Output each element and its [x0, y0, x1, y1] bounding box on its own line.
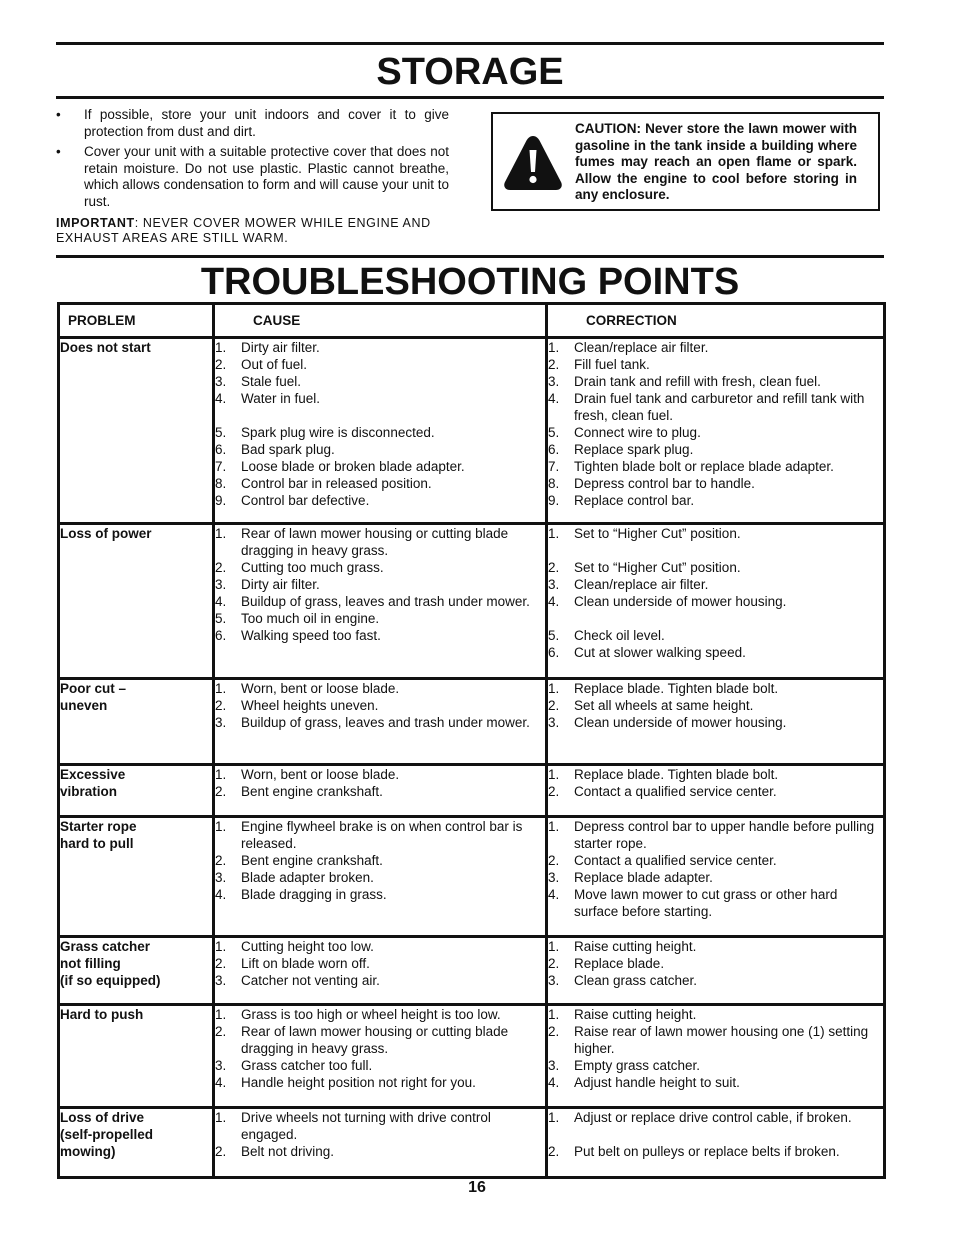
bullet-symbol: •	[56, 144, 61, 159]
correction-item	[548, 818, 883, 852]
correction-item-text: Empty grass catcher.	[574, 1058, 701, 1073]
correction-item-number: 4.	[548, 887, 560, 902]
cause-item	[215, 525, 545, 559]
cause-item-number: 3.	[215, 1058, 227, 1073]
cause-item	[215, 766, 545, 783]
correction-item-text: Clean underside of mower housing.	[574, 715, 787, 730]
cause-item	[215, 593, 545, 610]
cause-item	[215, 680, 545, 697]
header-cause	[214, 304, 547, 338]
top-rule	[56, 42, 884, 45]
cause-item-number: 4.	[215, 391, 227, 406]
correction-item-text: Cut at slower walking speed.	[574, 645, 746, 660]
important-note	[56, 216, 456, 245]
cause-item-text: Catcher not venting air.	[241, 973, 380, 988]
cause-cell	[214, 765, 547, 817]
correction-item-text: Drain fuel tank and carburetor and refill tank with fresh, clean fuel.	[574, 391, 865, 423]
cause-item-text: Blade adapter broken.	[241, 870, 374, 885]
cause-item-number: 3.	[215, 577, 227, 592]
cause-item-number: 2.	[215, 357, 227, 372]
problem-line: vibration	[60, 784, 118, 799]
correction-item-number: 8.	[548, 476, 560, 491]
cause-item-number: 3.	[215, 973, 227, 988]
storage-bullet	[56, 107, 449, 140]
correction-item-number: 1.	[548, 340, 560, 355]
correction-item-number: 4.	[548, 391, 560, 406]
cause-item-text: Worn, bent or loose blade.	[241, 767, 400, 782]
table-row	[59, 765, 885, 817]
troubleshooting-title: TROUBLESHOOTING POINTS	[200, 261, 740, 303]
problem-line: Starter rope	[60, 819, 137, 834]
cause-item-text: Handle height position not right for you.	[241, 1075, 476, 1090]
correction-item	[548, 1006, 883, 1023]
correction-cell	[547, 679, 885, 765]
correction-item-number: 1.	[548, 767, 560, 782]
cause-item-number: 9.	[215, 493, 227, 508]
correction-item-text: Raise cutting height.	[574, 1007, 697, 1022]
correction-item-number: 2.	[548, 853, 560, 868]
correction-item	[548, 783, 883, 800]
bullet-text: Cover your unit with a suitable protective cover that does not retain moisture. Do not use plastic. Plastic cannot breathe, which allows condensation to form and will cause your unit to rust.	[84, 144, 449, 209]
troubleshooting-table	[57, 302, 886, 1179]
problem-line: hard to pull	[60, 836, 134, 851]
correction-item-text: Set to “Higher Cut” position.	[574, 526, 741, 541]
cause-item-number: 8.	[215, 476, 227, 491]
correction-item-number: 3.	[548, 577, 560, 592]
cause-item-text: Cutting too much grass.	[241, 560, 384, 575]
cause-item-number: 4.	[215, 594, 227, 609]
table-row	[59, 524, 885, 679]
correction-item	[548, 339, 883, 356]
problem-cell	[59, 765, 214, 817]
correction-item-number: 3.	[548, 374, 560, 389]
correction-item	[548, 1074, 883, 1091]
correction-item	[548, 492, 883, 509]
correction-item-text: Replace blade. Tighten blade bolt.	[574, 681, 779, 696]
table-header-row	[59, 304, 885, 338]
storage-bullet-list	[56, 107, 449, 214]
header-problem-label: PROBLEM	[68, 313, 136, 328]
correction-item-text: Check oil level.	[574, 628, 665, 643]
cause-item-number: 2.	[215, 853, 227, 868]
correction-item	[548, 766, 883, 783]
cause-item	[215, 938, 545, 955]
correction-cell	[547, 524, 885, 679]
cause-cell	[214, 1005, 547, 1108]
cause-item-number: 1.	[215, 681, 227, 696]
correction-item	[548, 714, 883, 731]
problem-line: Excessive	[60, 767, 126, 782]
table-row	[59, 679, 885, 765]
correction-item-text: Clean grass catcher.	[574, 973, 698, 988]
cause-item-text: Dirty air filter.	[241, 340, 320, 355]
correction-cell	[547, 338, 885, 524]
correction-item-number: 3.	[548, 715, 560, 730]
cause-item	[215, 475, 545, 492]
header-correction-label: CORRECTION	[586, 313, 677, 328]
cause-item	[215, 1143, 545, 1160]
correction-item-number: 3.	[548, 973, 560, 988]
correction-item	[548, 576, 883, 593]
correction-item-number: 2.	[548, 698, 560, 713]
cause-item-number: 1.	[215, 819, 227, 834]
storage-bullet	[56, 144, 449, 210]
problem-line: not filling	[60, 956, 121, 971]
cause-item-number: 2.	[215, 956, 227, 971]
correction-item	[548, 373, 883, 390]
cause-item-number: 1.	[215, 1007, 227, 1022]
cause-item-text: Buildup of grass, leaves and trash under mower.	[241, 715, 530, 730]
correction-item-number: 6.	[548, 645, 560, 660]
cause-item	[215, 356, 545, 373]
table-row	[59, 817, 885, 937]
problem-line: Does not start	[60, 340, 151, 355]
cause-item-number: 2.	[215, 698, 227, 713]
correction-item-text: Drain tank and refill with fresh, clean fuel.	[574, 374, 821, 389]
cause-cell	[214, 817, 547, 937]
correction-item-text: Replace control bar.	[574, 493, 695, 508]
cause-item	[215, 576, 545, 593]
correction-item	[548, 424, 883, 441]
cause-item	[215, 714, 545, 731]
correction-item-number: 3.	[548, 870, 560, 885]
storage-title: STORAGE	[376, 51, 564, 93]
problem-line: Loss of drive	[60, 1110, 145, 1125]
problem-cell	[59, 1005, 214, 1108]
correction-item-number: 1.	[548, 1110, 560, 1125]
cause-item-text: Grass is too high or wheel height is too low.	[241, 1007, 501, 1022]
correction-item	[548, 697, 883, 714]
header-cause-label: CAUSE	[253, 313, 301, 328]
correction-item-number: 1.	[548, 819, 560, 834]
correction-item-text: Raise cutting height.	[574, 939, 697, 954]
important-text: : NEVER COVER MOWER WHILE ENGINE AND EXHAUST AREAS ARE STILL WARM.	[56, 216, 431, 245]
cause-item-number: 4.	[215, 887, 227, 902]
cause-cell	[214, 524, 547, 679]
cause-item	[215, 610, 545, 627]
cause-cell	[214, 679, 547, 765]
cause-item-text: Cutting height too low.	[241, 939, 374, 954]
correction-item-text: Set to “Higher Cut” position.	[574, 560, 741, 575]
page-number: 16	[468, 1179, 486, 1196]
problem-line: Hard to push	[60, 1007, 144, 1022]
correction-item-text: Set all wheels at same height.	[574, 698, 754, 713]
cause-item-number: 1.	[215, 340, 227, 355]
correction-item-number: 1.	[548, 1007, 560, 1022]
correction-item	[548, 972, 883, 989]
cause-item-text: Drive wheels not turning with drive control engaged.	[241, 1110, 491, 1142]
storage-title-rule	[56, 96, 884, 99]
correction-item-number: 9.	[548, 493, 560, 508]
cause-item-number: 1.	[215, 939, 227, 954]
correction-item-text: Replace blade. Tighten blade bolt.	[574, 767, 779, 782]
cause-item-text: Buildup of grass, leaves and trash under mower.	[241, 594, 530, 609]
cause-item-text: Bent engine crankshaft.	[241, 784, 383, 799]
correction-item	[548, 525, 883, 542]
correction-item-text: Replace blade adapter.	[574, 870, 713, 885]
correction-item	[548, 644, 883, 661]
header-problem	[59, 304, 214, 338]
cause-item-text: Walking speed too fast.	[241, 628, 381, 643]
correction-item	[548, 475, 883, 492]
cause-item	[215, 424, 545, 441]
correction-item-text: Move lawn mower to cut grass or other hard surface before starting.	[574, 887, 838, 919]
cause-item-text: Dirty air filter.	[241, 577, 320, 592]
cause-item-number: 7.	[215, 459, 227, 474]
table-body	[59, 338, 885, 1178]
correction-item-number: 1.	[548, 681, 560, 696]
correction-item	[548, 1109, 883, 1126]
cause-item	[215, 1109, 545, 1143]
cause-item-text: Control bar in released position.	[241, 476, 432, 491]
problem-line: (if so equipped)	[60, 973, 161, 988]
cause-item-number: 3.	[215, 374, 227, 389]
cause-item	[215, 818, 545, 852]
correction-cell	[547, 937, 885, 1005]
cause-cell	[214, 937, 547, 1005]
cause-item	[215, 1006, 545, 1023]
problem-line: Loss of power	[60, 526, 152, 541]
cause-item	[215, 852, 545, 869]
cause-item-number: 6.	[215, 442, 227, 457]
table-row	[59, 937, 885, 1005]
correction-item	[548, 955, 883, 972]
correction-item	[548, 680, 883, 697]
correction-item-number: 2.	[548, 784, 560, 799]
table-row	[59, 338, 885, 524]
cause-item-text: Water in fuel.	[241, 391, 321, 406]
cause-item-number: 2.	[215, 1144, 227, 1159]
problem-cell	[59, 937, 214, 1005]
cause-item-number: 4.	[215, 1075, 227, 1090]
correction-item-number: 3.	[548, 1058, 560, 1073]
correction-item-number: 2.	[548, 560, 560, 575]
problem-line: uneven	[60, 698, 108, 713]
correction-item-text: Replace blade.	[574, 956, 665, 971]
cause-item-text: Blade dragging in grass.	[241, 887, 387, 902]
cause-item	[215, 955, 545, 972]
problem-line: Poor cut –	[60, 681, 127, 696]
cause-item-text: Worn, bent or loose blade.	[241, 681, 400, 696]
problem-cell	[59, 338, 214, 524]
cause-item-text: Lift on blade worn off.	[241, 956, 370, 971]
bullet-text: If possible, store your unit indoors and cover it to give protection from dust and dirt.	[84, 107, 449, 139]
correction-item-number: 2.	[548, 357, 560, 372]
problem-cell	[59, 817, 214, 937]
cause-cell	[214, 338, 547, 524]
header-correction	[547, 304, 885, 338]
problem-cell	[59, 1108, 214, 1178]
correction-item	[548, 869, 883, 886]
correction-item-text: Replace spark plug.	[574, 442, 694, 457]
problem-cell	[59, 679, 214, 765]
cause-item-text: Control bar defective.	[241, 493, 370, 508]
cause-item-text: Bent engine crankshaft.	[241, 853, 383, 868]
correction-cell	[547, 1108, 885, 1178]
cause-item-text: Rear of lawn mower housing or cutting blade dragging in heavy grass.	[241, 526, 509, 558]
correction-item	[548, 938, 883, 955]
cause-item-text: Stale fuel.	[241, 374, 302, 389]
table-row	[59, 1005, 885, 1108]
correction-item-number: 2.	[548, 956, 560, 971]
correction-item	[548, 390, 883, 424]
correction-item	[548, 886, 883, 920]
correction-item-text: Put belt on pulleys or replace belts if broken.	[574, 1144, 840, 1159]
cause-item-text: Bad spark plug.	[241, 442, 335, 457]
correction-item	[548, 441, 883, 458]
cause-item-text: Wheel heights uneven.	[241, 698, 379, 713]
correction-item-text: Depress control bar to handle.	[574, 476, 755, 491]
correction-item	[548, 593, 883, 610]
correction-item-text: Clean/replace air filter.	[574, 577, 709, 592]
correction-item-text: Contact a qualified service center.	[574, 784, 777, 799]
correction-item-text: Tighten blade bolt or replace blade adapter.	[574, 459, 834, 474]
caution-text: CAUTION: Never store the lawn mower with gasoline in the tank inside a building where fumes may reach an open flame or spark. Allow the engine to cool before storing in any enclosure.	[575, 121, 857, 202]
cause-item	[215, 1074, 545, 1091]
cause-item-number: 5.	[215, 425, 227, 440]
correction-item-number: 2.	[548, 1024, 560, 1039]
cause-item-text: Too much oil in engine.	[241, 611, 380, 626]
cause-cell	[214, 1108, 547, 1178]
cause-item-number: 1.	[215, 1110, 227, 1125]
correction-item-text: Clean underside of mower housing.	[574, 594, 787, 609]
cause-item	[215, 441, 545, 458]
caution-box	[491, 112, 880, 211]
cause-item	[215, 1023, 545, 1057]
cause-item-number: 6.	[215, 628, 227, 643]
cause-item-number: 2.	[215, 784, 227, 799]
cause-item	[215, 492, 545, 509]
cause-item	[215, 972, 545, 989]
cause-item-text: Spark plug wire is disconnected.	[241, 425, 435, 440]
cause-item-text: Grass catcher too full.	[241, 1058, 373, 1073]
important-label: IMPORTANT	[56, 216, 135, 230]
correction-item-text: Clean/replace air filter.	[574, 340, 709, 355]
warning-triangle-icon	[503, 134, 563, 192]
correction-item-number: 6.	[548, 442, 560, 457]
correction-item-number: 5.	[548, 628, 560, 643]
cause-item	[215, 373, 545, 390]
correction-item-text: Adjust handle height to suit.	[574, 1075, 740, 1090]
correction-item-text: Adjust or replace drive control cable, if broken.	[574, 1110, 852, 1125]
correction-item	[548, 1143, 883, 1160]
cause-item-text: Belt not driving.	[241, 1144, 335, 1159]
correction-item-number: 2.	[548, 1144, 560, 1159]
correction-item-number: 1.	[548, 526, 560, 541]
cause-item	[215, 458, 545, 475]
problem-line: (self-propelled	[60, 1127, 154, 1142]
troubleshooting-top-rule	[56, 255, 884, 258]
cause-item	[215, 697, 545, 714]
cause-item-number: 1.	[215, 767, 227, 782]
cause-item-number: 3.	[215, 715, 227, 730]
problem-line: Grass catcher	[60, 939, 151, 954]
correction-item	[548, 627, 883, 644]
cause-item-number: 2.	[215, 560, 227, 575]
cause-item-number: 2.	[215, 1024, 227, 1039]
correction-item	[548, 458, 883, 475]
cause-item-text: Rear of lawn mower housing or cutting blade dragging in heavy grass.	[241, 1024, 509, 1056]
correction-item-number: 5.	[548, 425, 560, 440]
correction-item-text: Fill fuel tank.	[574, 357, 650, 372]
bullet-symbol: •	[56, 107, 61, 122]
cause-item	[215, 869, 545, 886]
correction-item-text: Raise rear of lawn mower housing one (1) setting higher.	[574, 1024, 869, 1056]
cause-item-number: 3.	[215, 870, 227, 885]
correction-item-text: Contact a qualified service center.	[574, 853, 777, 868]
cause-item	[215, 339, 545, 356]
correction-item-number: 4.	[548, 1075, 560, 1090]
cause-item	[215, 390, 545, 407]
cause-item-number: 1.	[215, 526, 227, 541]
correction-item-text: Depress control bar to upper handle before pulling starter rope.	[574, 819, 875, 851]
correction-cell	[547, 765, 885, 817]
correction-item-number: 4.	[548, 594, 560, 609]
cause-item-number: 5.	[215, 611, 227, 626]
cause-item-text: Loose blade or broken blade adapter.	[241, 459, 465, 474]
correction-item	[548, 1023, 883, 1057]
table-row	[59, 1108, 885, 1178]
correction-item	[548, 1057, 883, 1074]
cause-item-text: Engine flywheel brake is on when control bar is released.	[241, 819, 523, 851]
correction-cell	[547, 817, 885, 937]
cause-item	[215, 886, 545, 903]
correction-item-number: 1.	[548, 939, 560, 954]
correction-item	[548, 356, 883, 373]
cause-item	[215, 559, 545, 576]
correction-item-text: Connect wire to plug.	[574, 425, 701, 440]
cause-item	[215, 783, 545, 800]
correction-item	[548, 559, 883, 576]
correction-cell	[547, 1005, 885, 1108]
problem-line: mowing)	[60, 1144, 116, 1159]
correction-item-number: 7.	[548, 459, 560, 474]
cause-item	[215, 1057, 545, 1074]
correction-item	[548, 852, 883, 869]
cause-item-text: Out of fuel.	[241, 357, 308, 372]
problem-cell	[59, 524, 214, 679]
cause-item	[215, 627, 545, 644]
